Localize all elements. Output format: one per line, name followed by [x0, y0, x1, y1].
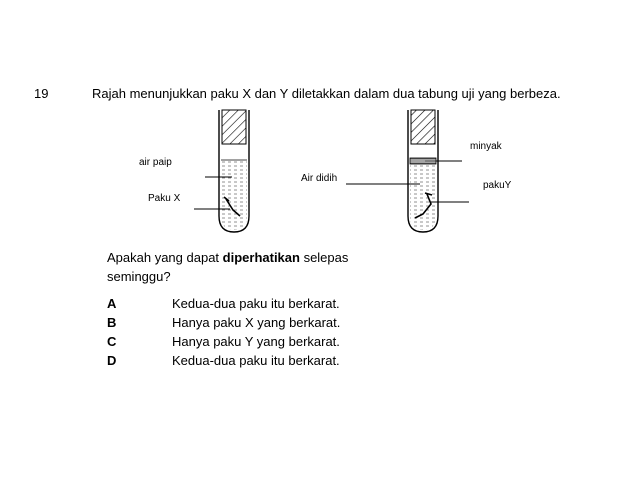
option-letter: D: [107, 353, 117, 368]
test-tube-y: [408, 110, 438, 232]
stopper-y: [411, 110, 435, 144]
question-number: 19: [34, 86, 49, 101]
label-air-didih: Air didih: [301, 173, 338, 184]
label-minyak: minyak: [470, 141, 502, 152]
label-air-paip: air paip: [139, 157, 172, 168]
option-text: Hanya paku Y yang berkarat.: [172, 334, 340, 349]
option-text: Kedua-dua paku itu berkarat.: [172, 296, 340, 311]
option-letter: A: [107, 296, 117, 311]
option-text: Hanya paku X yang berkarat.: [172, 315, 341, 330]
option-letter: C: [107, 334, 117, 349]
stopper-x: [222, 110, 246, 144]
tap-water: [221, 160, 247, 230]
label-paku-x: Paku X: [148, 193, 181, 204]
question-stem: Rajah menunjukkan paku X dan Y diletakkan dalam dua tabung uji yang berbeza.: [92, 86, 561, 101]
option-text: Kedua-dua paku itu berkarat.: [172, 353, 340, 368]
question-part1: Apakah yang dapat: [107, 250, 223, 265]
label-paku-y: pakuY: [483, 180, 512, 191]
question-text: [107, 248, 407, 286]
question-emphasis: diperhatikan: [222, 250, 300, 265]
option-letter: B: [107, 315, 117, 330]
boiled-water: [410, 164, 436, 230]
test-tube-x: [219, 110, 249, 232]
question-part2: selepas seminggu?: [107, 250, 349, 284]
